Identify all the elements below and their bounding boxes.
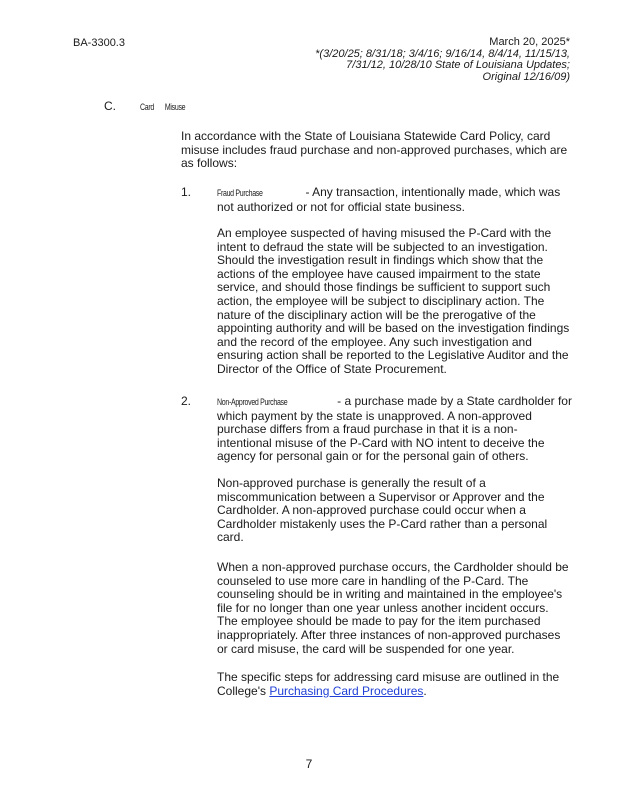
section-title-word: Card	[140, 102, 154, 112]
item-number: 2.	[181, 394, 192, 408]
item-number: 1.	[181, 185, 192, 199]
section-intro: In accordance with the State of Louisiana Statewide Card Policy, card misuse includes fraud purchase and non-approved purchases, which are as follows:	[181, 129, 568, 171]
closing-paragraph	[217, 671, 572, 698]
revision-line-2: 7/31/12, 10/28/10 State of Louisiana Updates;	[346, 59, 570, 71]
page-number: 7	[305, 757, 313, 771]
item-definition-text: - a purchase made by a State cardholder for which payment by the state is unapproved. A non-approved purchase differs from a fraud purchase in that it is a non-intentional misuse of the P-Card with NO intent to deceive the agency for personal gain or for the personal gain of others.	[217, 394, 572, 464]
closing-period: .	[423, 683, 427, 698]
header-date: March 20, 2025*	[489, 36, 570, 48]
purchasing-card-procedures-link[interactable]: Purchasing Card Procedures	[269, 683, 424, 698]
item-title: Fraud Purchase	[217, 188, 263, 198]
revision-line-3: Original 12/16/09)	[482, 70, 570, 83]
section-letter: C.	[104, 99, 116, 113]
section-title-word: Misuse	[164, 102, 186, 112]
item-paragraph: An employee suspected of having misused the P-Card with the intent to defraud the state will be subjected to an investigation. Should the investigation result in findings which show that the actions of the employee have caused impairment to the state service, and should those findings be sufficient to support such action, the employee will be subject to disciplinary action. The nature of the disciplinary action will be the prerogative of the appointing authority and will be based on the investigation findings and the record of the employee. Any such investigation and ensuring action shall be reported to the Legislative Auditor and the Director of the Office of State Procurement.	[217, 226, 570, 376]
item-title: Non-Approved Purchase	[217, 397, 288, 407]
item-definition-text: - Any transaction, intentionally made, which was not authorized or not for official state business.	[217, 185, 561, 214]
document-id: BA-3300.3	[73, 37, 125, 49]
item-definition	[217, 186, 572, 214]
closing-text: The specific steps for addressing card misuse are outlined in the College's	[217, 670, 560, 698]
header-revision-block	[315, 37, 570, 83]
item-paragraph: When a non-approved purchase occurs, the Cardholder should be counseled to use more care in handling of the P-Card. The counseling should be in writing and maintained in the employee's file for no longer than one year unless another incident occurs. The employee should be made to pay for the item purchased inappropriately. After three instances of non-approved purchases or card misuse, the card will be suspended for one year.	[217, 560, 569, 656]
revision-line-1: *(3/20/25; 8/31/18; 3/4/16; 9/16/14, 8/4/14, 11/15/13,	[315, 47, 570, 60]
section-title	[140, 101, 196, 115]
item-paragraph: Non-approved purchase is generally the result of a miscommunication between a Supervisor or Approver and the Cardholder. A non-approved purchase could occur when a Cardholder mistakenly uses the P-Card rather than a personal card.	[217, 476, 548, 545]
item-definition	[217, 395, 572, 464]
